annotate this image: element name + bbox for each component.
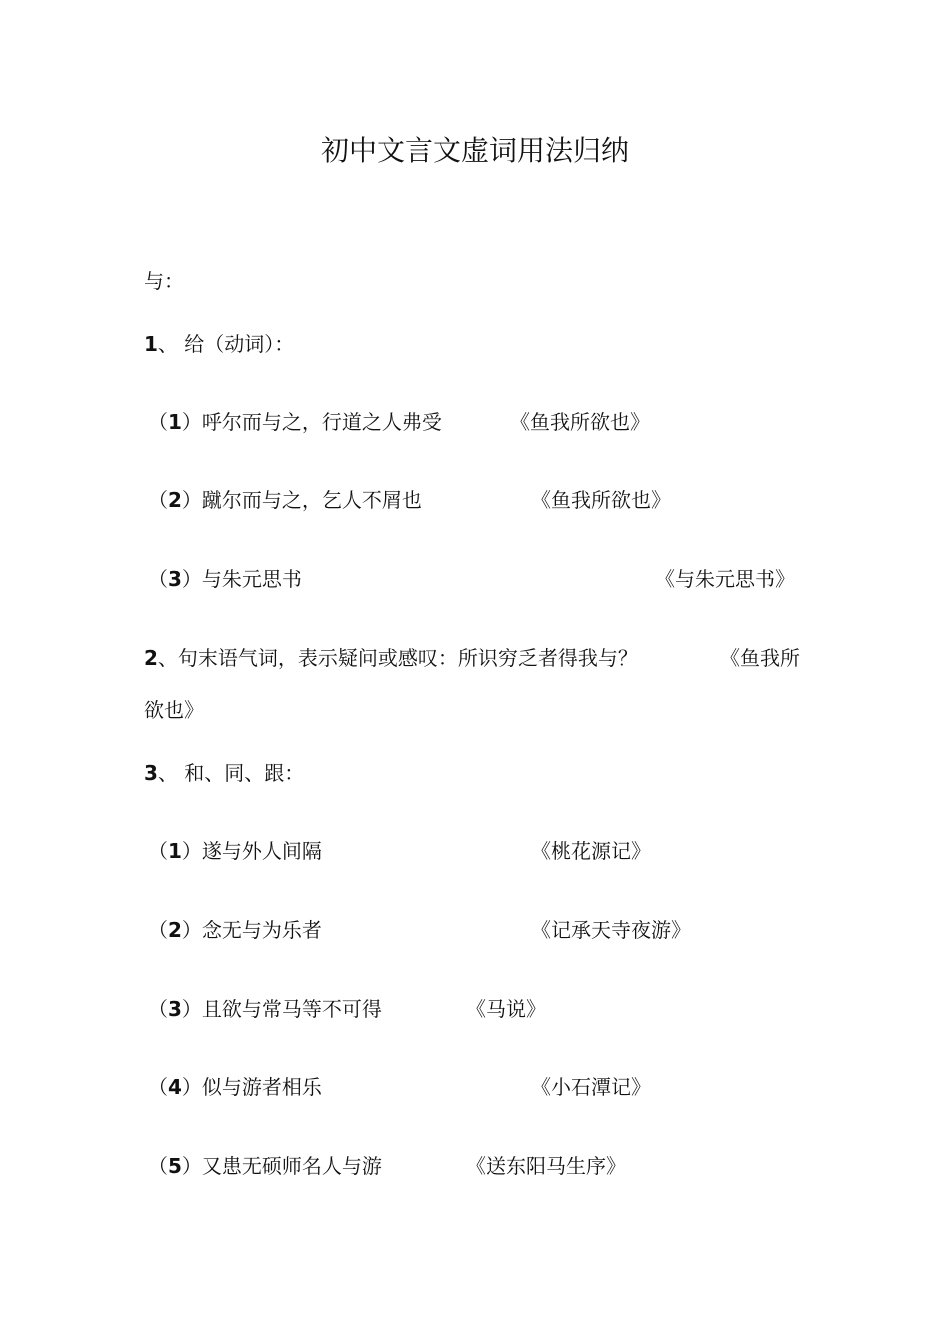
item-number: 1 bbox=[168, 410, 182, 434]
section-1-heading bbox=[144, 330, 294, 358]
item-source: 《送东阳马生序》 bbox=[466, 1154, 626, 1178]
section-separator: 、 bbox=[157, 761, 178, 785]
item-number: 4 bbox=[168, 1075, 182, 1099]
item-text: 蹴尔而与之，乞人不屑也 bbox=[201, 488, 422, 512]
section-label: 和、同、跟： bbox=[177, 761, 305, 785]
item-source: 《鱼我所欲也》 bbox=[510, 410, 650, 434]
section-separator: 、 bbox=[157, 646, 178, 670]
section-label: 给（动词）： bbox=[177, 332, 295, 356]
section-3-heading bbox=[144, 759, 304, 787]
section-separator: 、 bbox=[157, 332, 178, 356]
page-title: 初中文言文虚词用法归纳 bbox=[320, 134, 629, 167]
example-item: （4）似与游者相乐 bbox=[148, 1075, 322, 1099]
item-text: 与朱元思书 bbox=[201, 567, 302, 591]
item-number: 3 bbox=[168, 997, 182, 1021]
heading-yu: 与： bbox=[144, 269, 184, 293]
example-item: （1）遂与外人间隔 bbox=[148, 839, 322, 863]
section-label: 句末语气词，表示疑问或感叹：所识穷乏者得我与？ bbox=[177, 646, 638, 670]
section-2-heading bbox=[144, 644, 638, 672]
item-number: 2 bbox=[168, 918, 182, 942]
item-source: 《马说》 bbox=[466, 997, 546, 1021]
item-source: 《小石潭记》 bbox=[531, 1075, 651, 1099]
item-source: 《桃花源记》 bbox=[531, 839, 651, 863]
item-text: 且欲与常马等不可得 bbox=[201, 997, 382, 1021]
item-number: 3 bbox=[168, 567, 182, 591]
section-number: 1 bbox=[144, 332, 158, 356]
example-item: （2）蹴尔而与之，乞人不屑也 bbox=[148, 488, 422, 512]
item-text: 呼尔而与之，行道之人弗受 bbox=[201, 410, 442, 434]
item-source: 《记承天寺夜游》 bbox=[531, 918, 691, 942]
item-text: 似与游者相乐 bbox=[201, 1075, 322, 1099]
example-item: （1）呼尔而与之，行道之人弗受 bbox=[148, 410, 442, 434]
item-number: 5 bbox=[168, 1154, 182, 1178]
example-item: （5）又患无硕师名人与游 bbox=[148, 1154, 382, 1178]
section-number: 2 bbox=[144, 646, 158, 670]
item-text: 又患无硕师名人与游 bbox=[201, 1154, 382, 1178]
example-item: （3）且欲与常马等不可得 bbox=[148, 997, 382, 1021]
item-source: 《鱼我所欲也》 bbox=[531, 488, 671, 512]
example-item: （2）念无与为乐者 bbox=[148, 918, 322, 942]
section-source-line1: 《鱼我所 bbox=[720, 646, 800, 670]
section-source-line2: 欲也》 bbox=[144, 698, 204, 722]
item-text: 念无与为乐者 bbox=[201, 918, 322, 942]
example-item: （3）与朱元思书 bbox=[148, 567, 302, 591]
item-source: 《与朱元思书》 bbox=[655, 567, 795, 591]
item-number: 1 bbox=[168, 839, 182, 863]
item-number: 2 bbox=[168, 488, 182, 512]
item-text: 遂与外人间隔 bbox=[201, 839, 322, 863]
section-number: 3 bbox=[144, 761, 158, 785]
